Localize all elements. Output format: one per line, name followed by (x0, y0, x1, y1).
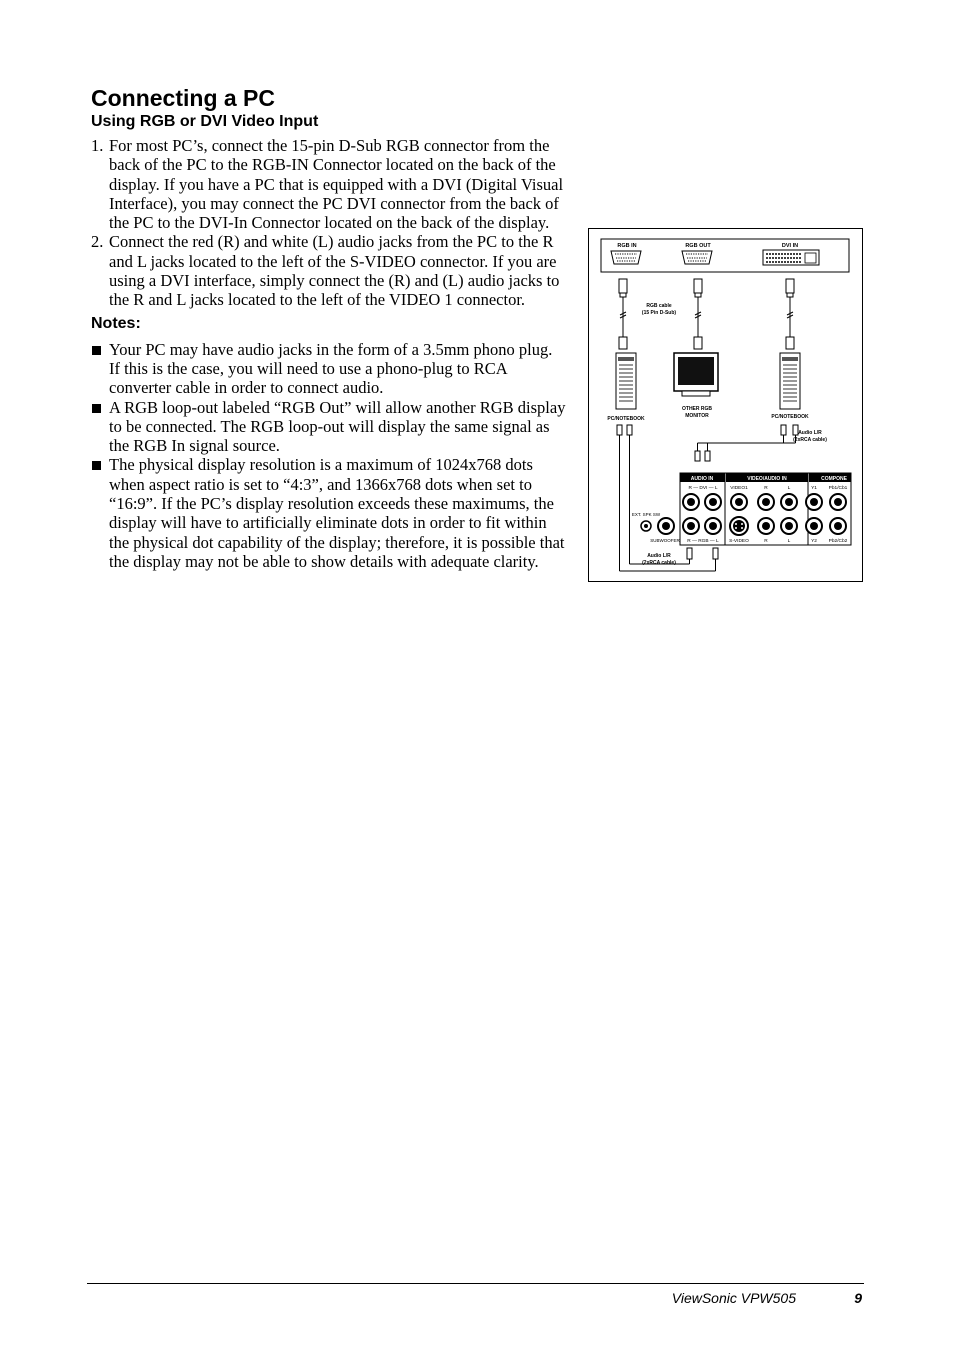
rca-jack-icon (830, 518, 846, 534)
note-text: A RGB loop-out labeled “RGB Out” will allow another RGB display to be connected. The RGB loop-out will display the same signal as the RGB In signal source. (109, 397, 566, 456)
audio-bottom-sublabel: (2xRCA cable) (642, 560, 676, 566)
square-bullet-icon (92, 461, 101, 470)
step-text: Connect the red (R) and white (L) audio jacks from the PC to the R and L jacks located to the left of the S-VIDEO connector. If you are using a DVI interface, simply connect the (R) and (L) audio jacks to the R and L jacks located to the left of the VIDEO 1 connector. (109, 232, 560, 310)
rgb-cable-label: RGB cable (646, 303, 672, 309)
y1-label: Y1 (811, 486, 817, 491)
step-number: 2. (91, 232, 104, 252)
note-item (91, 340, 567, 398)
monitor-label: OTHER RGB (682, 406, 712, 412)
rca-jack-icon (705, 518, 721, 534)
rgb-monitor-icon (674, 353, 718, 396)
r-bottom-label: R (764, 539, 768, 544)
connection-diagram-svg (589, 229, 864, 583)
square-bullet-icon (92, 404, 101, 413)
square-bullet-icon (92, 346, 101, 355)
subwoofer-label: SUBWOOFER (650, 538, 680, 543)
pc-right-label: PC/NOTEBOOK (771, 414, 809, 420)
note-text: The physical display resolution is a maximum of 1024x768 dots when aspect ratio is set to “4:3”, and 1366x768 dots when set to “16:9”. If the PC’s display resolution exceeds these maximums, the display will have to artificially eliminate dots in order to fit within the physical dot capability of the display; therefore, it is possible that the display may not be able to show details with adequate clarity. (109, 455, 565, 571)
pc-tower-left-icon (616, 353, 636, 409)
rca-jack-icon (705, 494, 721, 510)
note-item (91, 398, 567, 456)
rgb-cable-left-icon (619, 279, 627, 349)
step-number: 1. (91, 136, 104, 155)
section-subtitle: Using RGB or DVI Video Input (91, 113, 319, 130)
dvi-in-label: DVI IN (781, 243, 799, 249)
component-header: COMPONE (821, 476, 847, 482)
rca-jack-icon (781, 494, 797, 510)
audio-right-label: Audio L/R (798, 430, 822, 436)
page-title: Connecting a PC (91, 85, 276, 111)
page-number: 9 (854, 1290, 862, 1306)
connection-diagram (588, 228, 863, 582)
ext-spk-label: EXT. SPK SW (631, 512, 661, 517)
rca-jack-icon (781, 518, 797, 534)
rca-jack-icon (683, 494, 699, 510)
rca-jack-icon (683, 518, 699, 534)
l-bottom-label: L (787, 539, 791, 544)
ext-spk-jack-icon (641, 521, 651, 531)
dvi-in-port-icon (763, 250, 819, 265)
r-top-label: R (764, 486, 768, 491)
notes-heading: Notes: (91, 314, 141, 332)
body-text (91, 136, 567, 571)
s-video-jack-icon (730, 517, 748, 535)
pb1-label: Pb1/Cb1 (828, 486, 848, 491)
note-text: Your PC may have audio jacks in the form of a 3.5mm phono plug. If this is the case, you will need to use a phono-plug to RCA converter cable in order to connect audio. (109, 339, 553, 398)
video1-label: VIDEO1 (730, 486, 748, 491)
audio-cable-right-icon (695, 425, 798, 461)
step-text: For most PC’s, connect the 15-pin D-Sub RGB connector from the back of the PC to the RGB-IN Connector located on the back of the display. If you have a PC that is equipped with a DVI (Digital Visual Interface), you may connect the PC DVI connector from the back of the PC to the DVI-In Connector located on the back of the display. (109, 136, 564, 233)
rgb-cable-middle-icon (694, 279, 702, 349)
rca-jack-icon (758, 518, 774, 534)
rgb-cable-sublabel: (15 Pin D-Sub) (641, 310, 677, 316)
pb2-label: Pb2/Cb2 (828, 539, 848, 544)
rca-jack-icon (758, 494, 774, 510)
footer-brand: ViewSonic VPW505 (671, 1290, 796, 1306)
rgb-out-port-icon (682, 251, 712, 264)
audio-in-header: AUDIO IN (690, 476, 714, 482)
notes-list (91, 340, 567, 572)
rca-jack-icon (806, 518, 822, 534)
dvi-cable-icon (786, 279, 794, 349)
audio-right-sublabel: (2xRCA cable) (793, 437, 827, 443)
subwoofer-jack-icon (658, 518, 674, 534)
footer-divider (87, 1283, 864, 1284)
l-top-label: L (787, 486, 791, 491)
steps-list (91, 136, 567, 310)
monitor-sublabel: MONITOR (685, 413, 709, 419)
audio-bottom-label: Audio L/R (647, 553, 671, 559)
step-item (91, 232, 567, 309)
rgb-in-label: RGB IN (617, 243, 637, 249)
rgb-out-label: RGB OUT (685, 243, 711, 249)
rca-jack-icon (806, 494, 822, 510)
rca-jack-icon (731, 494, 747, 510)
pc-left-label: PC/NOTEBOOK (607, 416, 645, 422)
note-item (91, 455, 567, 571)
step-item (91, 136, 567, 232)
y2-label: Y2 (811, 539, 817, 544)
pc-tower-right-icon (780, 353, 800, 409)
rgb-in-port-icon (611, 251, 641, 264)
r-dvi-l-label: R — DVI — L (688, 486, 718, 491)
s-video-label: S-VIDEO (729, 539, 749, 544)
r-rgb-l-label: R — RGB — L (687, 539, 719, 544)
rca-jack-icon (830, 494, 846, 510)
video-audio-in-header: VIDEO/AUDIO IN (747, 476, 787, 482)
